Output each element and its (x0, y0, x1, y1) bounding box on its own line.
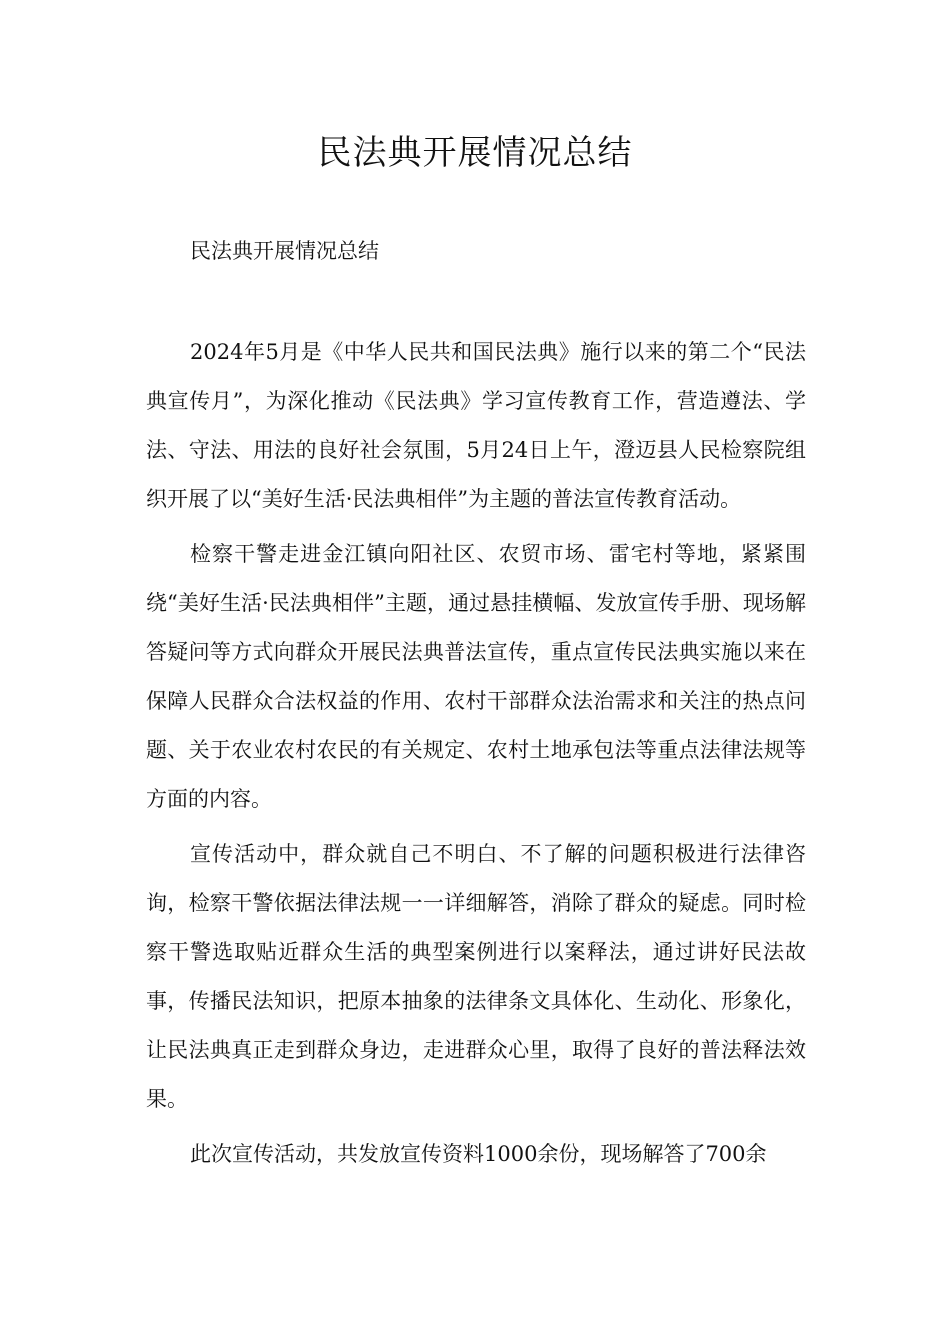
body-paragraph: 此次宣传活动，共发放宣传资料1000余份，现场解答了700余 (190, 1142, 767, 1166)
document-title: 民法典开展情况总结 (317, 133, 633, 173)
body-paragraph: 宣传活动中，群众就自己不明白、不了解的问题积极进行法律咨询，检察干警依据法律法规一一详细解答，消除了群众的疑虑。同时检察干警选取贴近群众生活的典型案例进行以案释法，通过讲好民法故事，传播民法知识，把原本抽象的法律条文具体化、生动化、形象化，让民法典真正走到群众身边，走进群众心里，取得了良好的普法释法效果。 (146, 842, 806, 1111)
document-body (146, 328, 806, 1179)
document-subtitle: 民法典开展情况总结 (190, 239, 379, 263)
body-paragraph: 2024年5月是《中华人民共和国民法典》施行以来的第二个“民法典宣传月”，为深化推动《民法典》学习宣传教育工作，营造遵法、学法、守法、用法的良好社会氛围，5月24日上午，澄迈县人民检察院组织开展了以“美好生活·民法典相伴”为主题的普法宣传教育活动。 (146, 340, 806, 511)
body-paragraph: 检察干警走进金江镇向阳社区、农贸市场、雷宅村等地，紧紧围绕“美好生活·民法典相伴”主题，通过悬挂横幅、发放宣传手册、现场解答疑问等方式向群众开展民法典普法宣传，重点宣传民法典实施以来在保障人民群众合法权益的作用、农村干部群众法治需求和关注的热点问题、关于农业农村农民的有关规定、农村土地承包法等重点法律法规等方面的内容。 (146, 542, 806, 811)
